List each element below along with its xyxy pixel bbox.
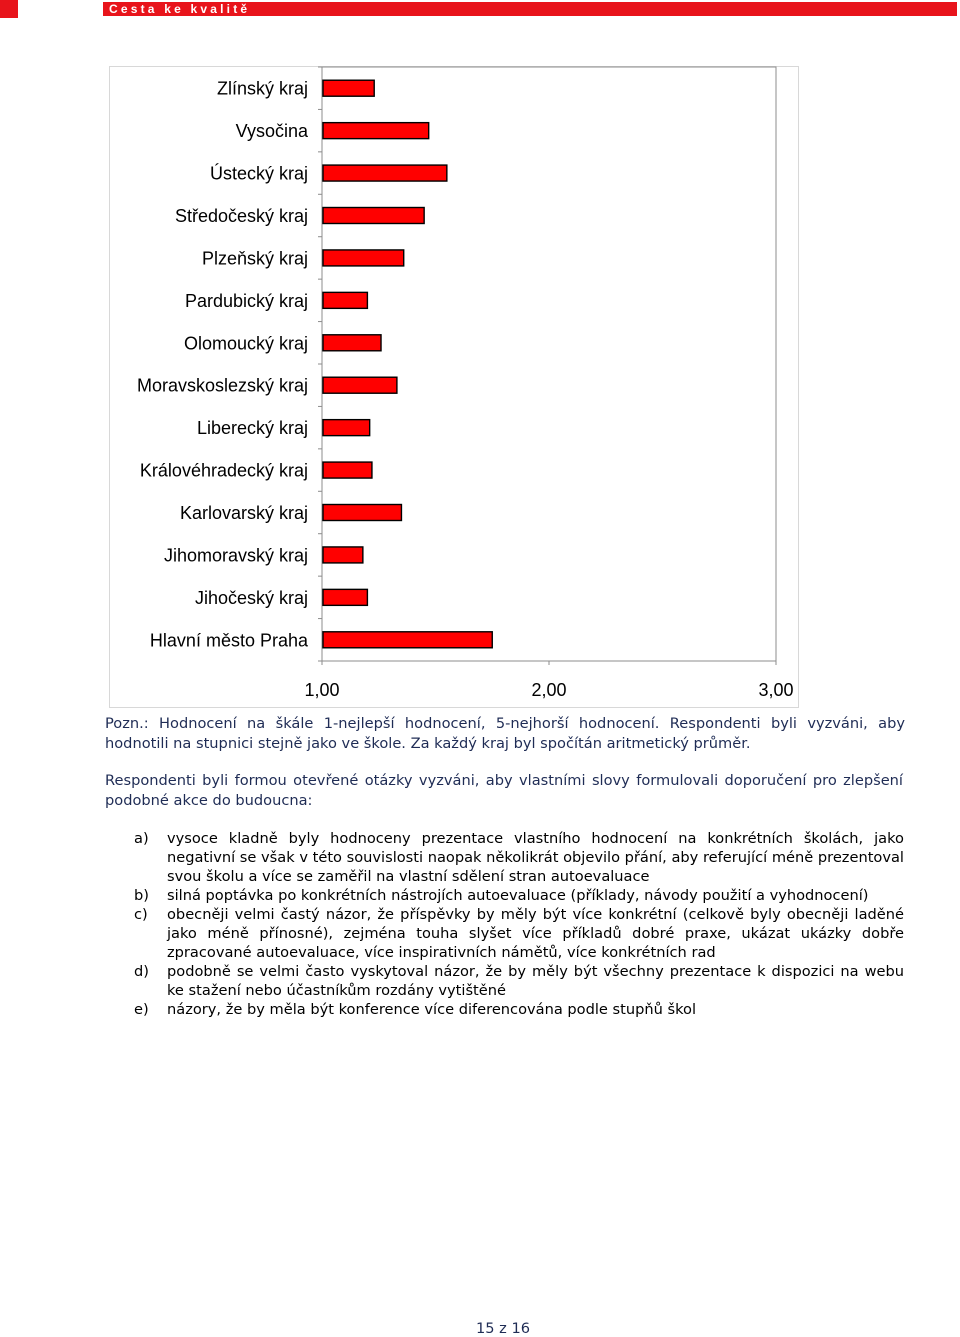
list-item — [134, 829, 904, 886]
category-label: Plzeňský kraj — [201, 248, 308, 269]
bar — [323, 547, 363, 563]
category-label: Královéhradecký kraj — [139, 460, 308, 481]
bar — [323, 250, 404, 266]
bar — [323, 462, 372, 478]
category-label: Moravskoslezský kraj — [136, 375, 308, 396]
list-item — [134, 962, 904, 1000]
bar — [323, 420, 370, 436]
category-label: Vysočina — [235, 121, 308, 142]
chart-note: Pozn.: Hodnocení na škále 1-nejlepší hodnocení, 5-nejhorší hodnocení. Respondenti byli vyzváni, aby hodnotili na stupnici stejně jako ve škole. Za každý kraj byl spočítán aritmetický průměr. — [105, 715, 905, 752]
page-number: 15 z 16 — [475, 1320, 531, 1337]
category-label: Pardubický kraj — [184, 290, 308, 311]
list-item — [134, 1000, 904, 1019]
list-marker: b) — [134, 887, 149, 904]
recommendation-list — [134, 829, 904, 1019]
bar — [323, 292, 367, 308]
category-label: Jihočeský kraj — [194, 587, 308, 608]
list-marker: e) — [134, 1001, 149, 1018]
category-label: Hlavní město Praha — [149, 630, 308, 651]
bar — [323, 208, 424, 224]
bar — [323, 505, 401, 521]
list-text: podobně se velmi často vyskytoval názor, že by měly být všechny prezentace k dispozici na webu ke stažení nebo účastníkům rozdány vytištěné — [167, 963, 904, 999]
list-text: silná poptávka po konkrétních nástrojích autoevaluace (příklady, návody použití a vyhodnocení) — [167, 887, 869, 904]
list-text: obecněji velmi častý názor, že příspěvky by měly být více konkrétní (celkově byly obecněji laděné jako méně přínosné), zejména touha slyšet více příkladů dobré praxe, ukázat ukázky dobře zpracované autoevaluace, více inspirativních námětů, více konkrétních rad — [167, 906, 904, 961]
category-label: Karlovarský kraj — [179, 503, 308, 523]
bar — [323, 123, 429, 139]
list-item — [134, 886, 904, 905]
plot-area — [322, 67, 776, 661]
x-tick-label: 3,00 — [758, 680, 794, 700]
bar — [323, 377, 397, 393]
list-marker: c) — [134, 906, 148, 923]
x-tick-label: 2,00 — [531, 680, 567, 700]
list-text: názory, že by měla být konference více diferencována podle stupňů škol — [167, 1001, 697, 1018]
bar — [323, 80, 374, 96]
category-label: Středočeský kraj — [174, 206, 308, 226]
category-label: Zlínský kraj — [216, 78, 308, 99]
bar — [323, 335, 381, 351]
x-tick-label: 1,00 — [304, 680, 340, 700]
list-marker: d) — [134, 963, 149, 980]
section-title: Cesta ke kvalitě — [103, 2, 957, 16]
category-label: Liberecký kraj — [196, 418, 308, 439]
bar — [323, 632, 492, 648]
list-marker: a) — [134, 830, 149, 847]
category-label: Ústecký kraj — [209, 163, 308, 184]
list-text: vysoce kladně byly hodnoceny prezentace vlastního hodnocení na konkrétních školách, jako negativní se však v této souvislosti naopak několikrát objevilo přání, aby referující méně prezentoval svou školu a více se zaměřil na vlastní sdělení stran autoevaluace — [167, 830, 904, 885]
intro-paragraph: Respondenti byli formou otevřené otázky vyzváni, aby vlastními slovy formulovali doporučení pro zlepšení podobné akce do budoucna: — [105, 772, 903, 809]
category-label: Jihomoravský kraj — [163, 545, 308, 566]
bar — [323, 165, 447, 181]
category-label: Olomoucký kraj — [183, 333, 308, 354]
bar — [323, 589, 367, 605]
list-item — [134, 905, 904, 962]
